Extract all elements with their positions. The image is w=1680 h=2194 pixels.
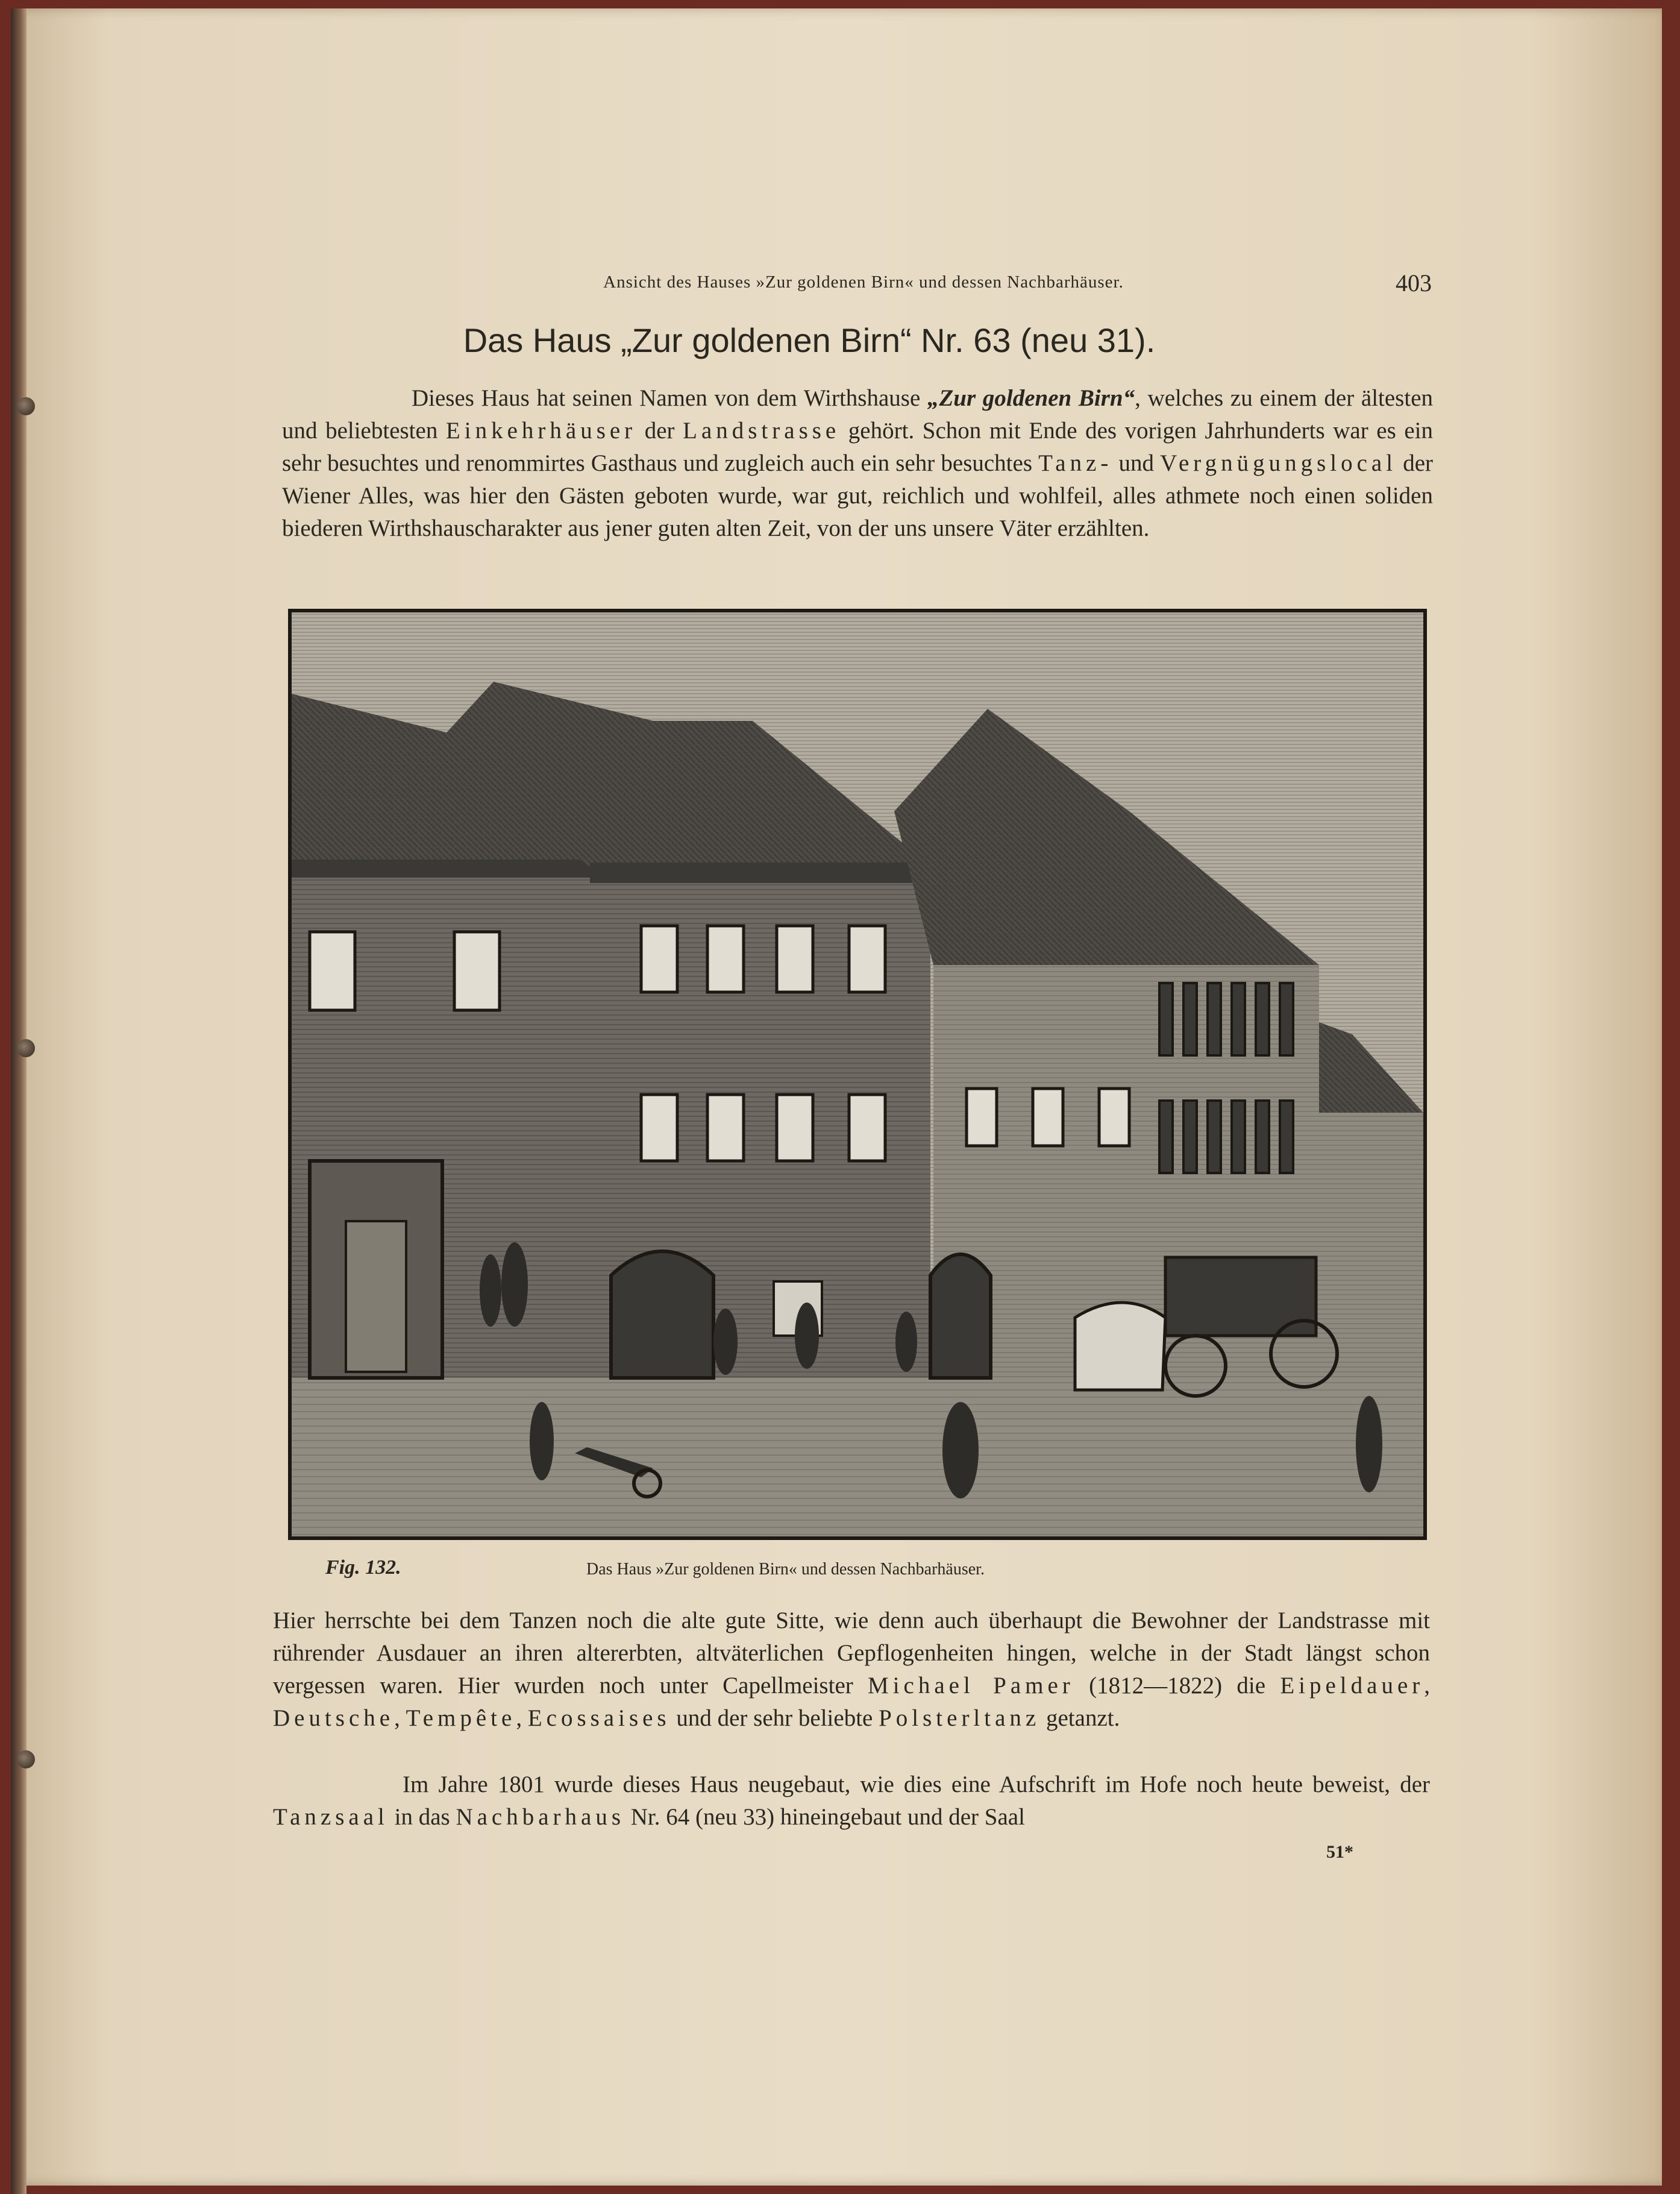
figure-caption: Das Haus »Zur goldenen Birn« und dessen Nachbarhäuser. bbox=[586, 1560, 985, 1579]
paragraph-3: Im Jahre 1801 wurde dieses Haus neugebaut, wie dies eine Aufschrift im Hofe noch heute beweist, der Tanzsaal in das Nachbarhaus Nr. 64 (neu 33) hineingebaut und der Saal bbox=[273, 1771, 1430, 1830]
section-title: Das Haus „Zur goldenen Birn“ Nr. 63 (neu 31). bbox=[463, 321, 1156, 359]
book-binding bbox=[11, 8, 27, 2194]
paragraph-2: Hier herrschte bei dem Tanzen noch die alte gute Sitte, wie denn auch überhaupt die Bewohner der Landstrasse mit rührender Ausdauer an ihren altererbten, altväterlichen Gepflogenheiten hingen, welche in der Stadt längst schon vergessen waren. Hier wurden noch unter Capellmeister Michael Pamer (1812—1822) die Eipeldauer, Deutsche, Tempête, Ecossaises und der sehr beliebte Polsterltanz getanzt. bbox=[273, 1608, 1430, 1731]
signature-mark: 51* bbox=[1326, 1842, 1353, 1862]
binding-ring bbox=[17, 397, 35, 415]
page-number: 403 bbox=[1396, 269, 1432, 297]
binding-ring bbox=[17, 1750, 35, 1768]
figure-label: Fig. 132. bbox=[325, 1556, 401, 1579]
running-head: Ansicht des Hauses »Zur goldenen Birn« und dessen Nachbarhäuser. bbox=[603, 272, 1124, 292]
paragraph-1: Dieses Haus hat seinen Namen von dem Wirthshause „Zur goldenen Birn“, welches zu einem der ältesten und beliebtesten Einkehrhäuser der Landstrasse gehört. Schon mit Ende des vorigen Jahrhunderts war es ein sehr besuchtes und renommirtes Gasthaus und zugleich auch ein sehr besuchtes Tanz- und Vergnügungslocal der Wiener Alles, was hier den Gästen geboten wurde, war gut, reichlich und wohlfeil, alles athmete noch einen soliden biederen Wirthshauscharakter aus jener guten alten Zeit, von der uns unsere Väter erzählten. bbox=[282, 385, 1433, 541]
binding-ring bbox=[17, 1039, 35, 1057]
engraving-illustration bbox=[288, 609, 1427, 1540]
book-page bbox=[11, 8, 1662, 2186]
inn-name: „Zur goldenen Birn“ bbox=[927, 385, 1135, 411]
